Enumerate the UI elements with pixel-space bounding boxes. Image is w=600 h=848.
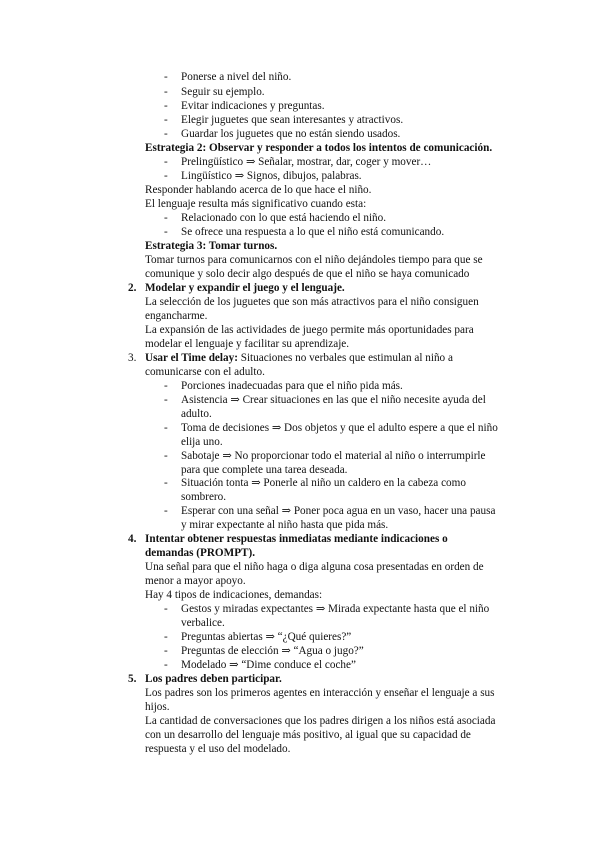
item-4-heading: demandas (PROMPT). — [145, 547, 256, 559]
list-number: 4. — [128, 533, 137, 545]
paragraph: Responder hablando acerca de lo que hace el niño. — [145, 184, 372, 196]
bullet-text: Elegir juguetes que sean interesantes y atractivos. — [181, 114, 404, 126]
paragraph: Una señal para que el niño haga o diga alguna cosa presentadas en orden de — [145, 561, 484, 573]
paragraph: respuesta y el uso del modelado. — [145, 743, 291, 755]
paragraph: La selección de los juguetes que son más atractivos para el niño consiguen — [145, 296, 479, 308]
item-5-heading: Los padres deben participar. — [145, 673, 282, 685]
paragraph: modelar el lenguaje y facilitar su aprendizaje. — [145, 338, 350, 350]
bullet-dash: - — [164, 631, 168, 643]
item-2-heading: Modelar y expandir el juego y el lenguaje. — [145, 282, 345, 294]
bullet-dash: - — [164, 477, 168, 489]
item-3-heading-bold: Usar el Time delay: — [145, 352, 238, 364]
bullet-dash: - — [164, 603, 168, 615]
bullet-dash: - — [164, 114, 168, 126]
bullet-text: y mirar expectante al niño hasta que pida más. — [181, 519, 389, 531]
bullet-dash: - — [164, 450, 168, 462]
bullet-text: Gestos y miradas expectantes ⇒ Mirada expectante hasta que el niño — [181, 603, 490, 615]
bullet-text: Esperar con una señal ⇒ Poner poca agua en un vaso, hacer una pausa — [181, 505, 496, 517]
bullet-dash: - — [164, 156, 168, 168]
paragraph: comunique y solo decir algo después de que el niño se haya comunicado — [145, 268, 470, 280]
bullet-dash: - — [164, 422, 168, 434]
bullet-text: Lingüístico ⇒ Signos, dibujos, palabras. — [181, 170, 362, 182]
bullet-text: Sabotaje ⇒ No proporcionar todo el material al niño o interrumpirle — [181, 450, 486, 462]
paragraph: El lenguaje resulta más significativo cuando esta: — [145, 198, 367, 210]
bullet-dash: - — [164, 128, 168, 140]
bullet-dash: - — [164, 380, 168, 392]
bullet-dash: - — [164, 86, 168, 98]
bullet-text: Preguntas de elección ⇒ “Agua o jugo?” — [181, 645, 364, 657]
list-number: 5. — [128, 673, 137, 685]
bullet-dash: - — [164, 394, 168, 406]
item-3-heading — [145, 352, 453, 365]
bullet-text: Porciones inadecuadas para que el niño pida más. — [181, 380, 403, 392]
list-number: 3. — [128, 352, 137, 364]
bullet-dash: - — [164, 170, 168, 182]
bullet-text: Toma de decisiones ⇒ Dos objetos y que el adulto espere a que el niño — [181, 422, 498, 434]
bullet-text: Prelingüístico ⇒ Señalar, mostrar, dar, coger y mover… — [181, 156, 432, 168]
item-4-heading: Intentar obtener respuestas inmediatas mediante indicaciones o — [145, 533, 448, 545]
bullet-dash: - — [164, 212, 168, 224]
paragraph: Hay 4 tipos de indicaciones, demandas: — [145, 589, 323, 601]
bullet-text: Guardar los juguetes que no están siendo usados. — [181, 128, 401, 140]
bullet-dash: - — [164, 100, 168, 112]
item-3-heading-rest: Situaciones no verbales que estimulan al niño a — [237, 352, 453, 364]
bullet-text: verbalice. — [181, 617, 225, 629]
bullet-text: elija uno. — [181, 436, 223, 448]
bullet-text: Seguir su ejemplo. — [181, 86, 265, 98]
paragraph: Los padres son los primeros agentes en interacción y enseñar el lenguaje a sus — [145, 687, 495, 699]
paragraph: hijos. — [145, 701, 170, 713]
bullet-text: adulto. — [181, 408, 212, 420]
paragraph: Tomar turnos para comunicarnos con el niño dejándoles tiempo para que se — [145, 254, 483, 266]
strategy-2-heading: Estrategia 2: Observar y responder a todos los intentos de comunicación. — [145, 142, 493, 154]
paragraph: La cantidad de conversaciones que los padres dirigen a los niños está asociada — [145, 715, 496, 727]
paragraph: comunicarse con el adulto. — [145, 366, 265, 378]
bullet-text: para que complete una tarea deseada. — [181, 464, 348, 476]
bullet-dash: - — [164, 71, 168, 83]
paragraph: menor a mayor apoyo. — [145, 575, 246, 587]
bullet-text: Se ofrece una respuesta a lo que el niño está comunicando. — [181, 226, 445, 238]
paragraph: engancharme. — [145, 310, 208, 322]
bullet-text: Situación tonta ⇒ Ponerle al niño un caldero en la cabeza como — [181, 477, 466, 489]
bullet-text: Ponerse a nivel del niño. — [181, 71, 292, 83]
paragraph: con un desarrollo del lenguaje más positivo, al igual que su capacidad de — [145, 729, 471, 741]
paragraph: La expansión de las actividades de juego permite más oportunidades para — [145, 324, 474, 336]
bullet-dash: - — [164, 645, 168, 657]
bullet-text: sombrero. — [181, 491, 227, 503]
bullet-dash: - — [164, 659, 168, 671]
bullet-text: Asistencia ⇒ Crear situaciones en las que el niño necesite ayuda del — [181, 394, 486, 406]
bullet-text: Evitar indicaciones y preguntas. — [181, 100, 325, 112]
list-number: 2. — [128, 282, 137, 294]
bullet-text: Relacionado con lo que está haciendo el niño. — [181, 212, 387, 224]
bullet-text: Modelado ⇒ “Dime conduce el coche” — [181, 659, 356, 671]
bullet-dash: - — [164, 505, 168, 517]
bullet-dash: - — [164, 226, 168, 238]
bullet-text: Preguntas abiertas ⇒ “¿Qué quieres?” — [181, 631, 352, 643]
strategy-3-heading: Estrategia 3: Tomar turnos. — [145, 240, 278, 252]
